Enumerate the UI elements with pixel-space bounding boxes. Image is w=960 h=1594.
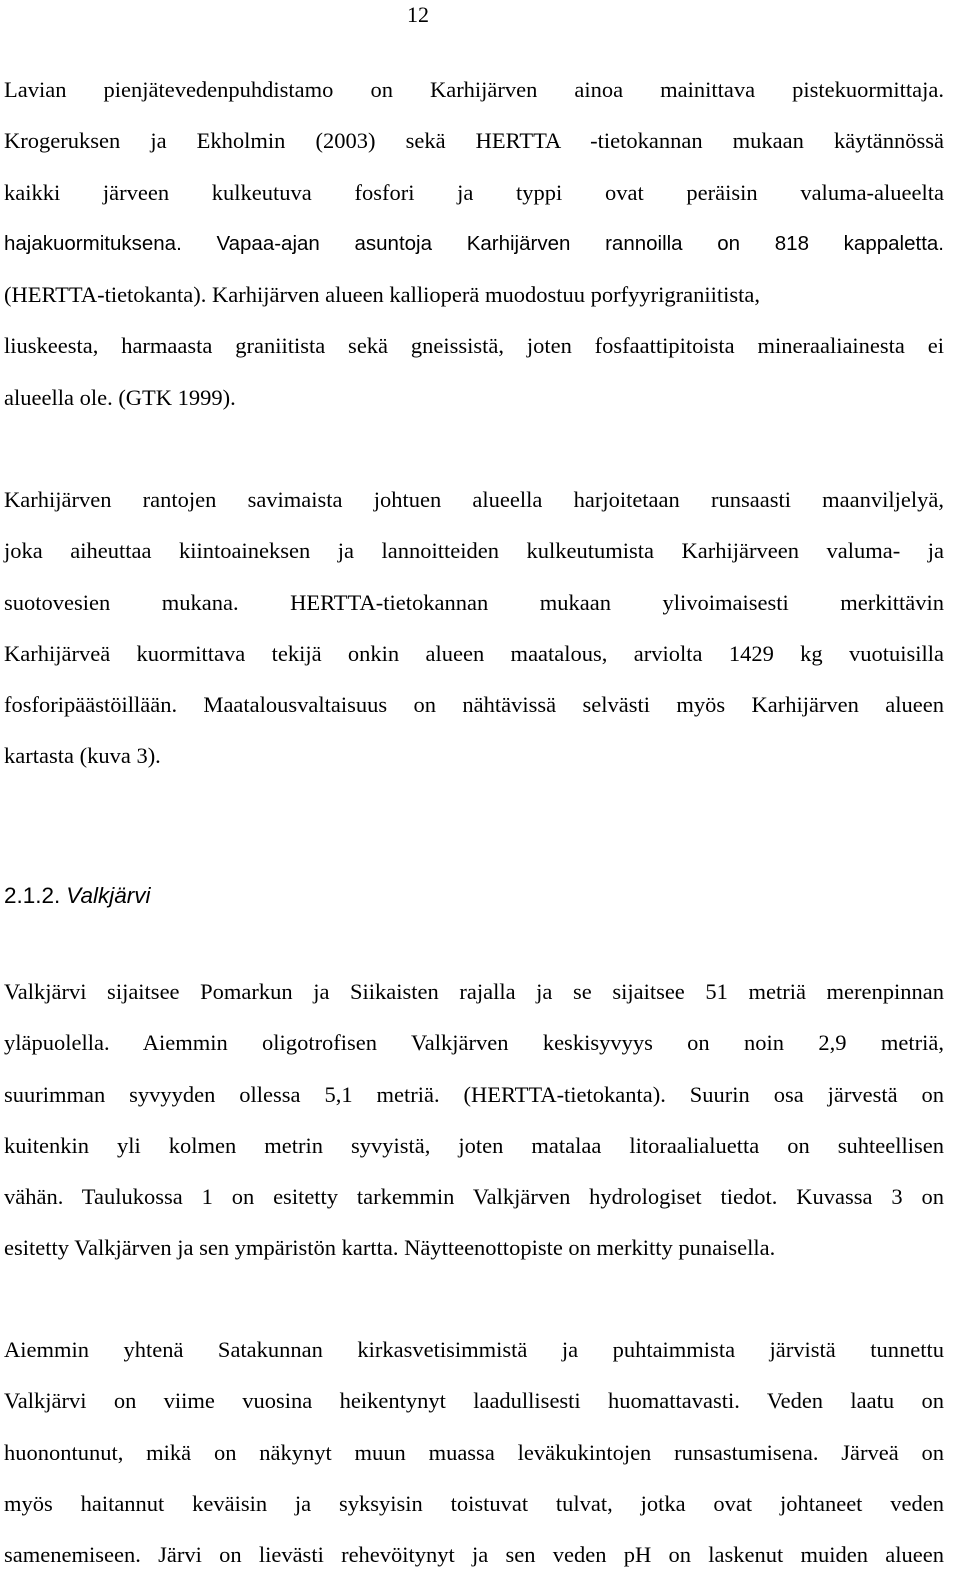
paragraph-line: Krogeruksen ja Ekholmin (2003) sekä HERTTA -tietokannan mukaan käytännössä <box>4 128 944 154</box>
paragraph-line: Valkjärvi sijaitsee Pomarkun ja Siikaisten rajalla ja se sijaitsee 51 metriä merenpinnan <box>4 979 944 1004</box>
paragraph-1 <box>4 64 944 423</box>
section-heading <box>4 873 151 919</box>
paragraph-line: Valkjärvi on viime vuosina heikentynyt laadullisesti huomattavasti. Veden laatu on <box>4 1388 944 1414</box>
paragraph-4 <box>4 1324 944 1580</box>
paragraph-3 <box>4 966 944 1274</box>
paragraph-line: Lavian pienjätevedenpuhdistamo on Karhijärven ainoa mainittava pistekuormittaja. <box>4 77 944 102</box>
paragraph-line: kaikki järveen kulkeutuva fosfori ja typpi ovat peräisin valuma-alueelta <box>4 179 944 205</box>
paragraph-line: (HERTTA-tietokanta). Karhijärven alueen kallioperä muodostuu porfyyrigraniitista, <box>4 282 760 308</box>
section-title: Valkjärvi <box>66 883 151 908</box>
paragraph-line: liuskeesta, harmaasta graniitista sekä gneissistä, joten fosfaattipitoista mineraaliainesta ei <box>4 333 944 359</box>
section-number: 2.1.2. <box>4 883 61 908</box>
paragraph-line: suotovesien mukana. HERTTA-tietokannan mukaan ylivoimaisesti merkittävin <box>4 589 944 615</box>
paragraph-line: fosforipäästöillään. Maatalousvaltaisuus on nähtävissä selvästi myös Karhijärven alueen <box>4 692 944 718</box>
paragraph-line: vähän. Taulukossa 1 on esitetty tarkemmin Valkjärven hydrologiset tiedot. Kuvassa 3 on <box>4 1184 944 1210</box>
paragraph-line: Karhijärven rantojen savimaista johtuen alueella harjoitetaan runsaasti maanviljelyä, <box>4 487 944 512</box>
paragraph-line: kuitenkin yli kolmen metrin syvyistä, joten matalaa litoraalialuetta on suhteellisen <box>4 1132 944 1158</box>
paragraph-2 <box>4 474 944 782</box>
paragraph-line: alueella ole. (GTK 1999). <box>4 384 236 410</box>
paragraph-line: esitetty Valkjärven ja sen ympäristön kartta. Näytteenottopiste on merkitty punaisella. <box>4 1235 776 1261</box>
paragraph-line: myös haitannut keväisin ja syksyisin toistuvat tulvat, jotka ovat johtaneet veden <box>4 1490 944 1516</box>
paragraph-line: Karhijärveä kuormittava tekijä onkin alueen maatalous, arviolta 1429 kg vuotuisilla <box>4 640 944 666</box>
paragraph-line: yläpuolella. Aiemmin oligotrofisen Valkjärven keskisyvyys on noin 2,9 metriä, <box>4 1030 944 1056</box>
paragraph-line: samenemiseen. Järvi on lievästi rehevöitynyt ja sen veden pH on laskenut muiden alueen <box>4 1542 944 1568</box>
paragraph-line: hajakuormituksena. Vapaa-ajan asuntoja Karhijärven rannoilla on 818 kappaletta. <box>4 231 944 255</box>
paragraph-line: suurimman syvyyden ollessa 5,1 metriä. (HERTTA-tietokanta). Suurin osa järvestä on <box>4 1081 944 1107</box>
paragraph-line: Aiemmin yhtenä Satakunnan kirkasvetisimmistä ja puhtaimmista järvistä tunnettu <box>4 1337 944 1362</box>
paragraph-line: kartasta (kuva 3). <box>4 743 161 769</box>
page-number: 12 <box>407 2 429 27</box>
paragraph-line: joka aiheuttaa kiintoaineksen ja lannoitteiden kulkeutumista Karhijärveen valuma- ja <box>4 538 944 564</box>
paragraph-line: huonontunut, mikä on näkynyt muun muassa leväkukintojen runsastumisena. Järveä on <box>4 1439 944 1465</box>
